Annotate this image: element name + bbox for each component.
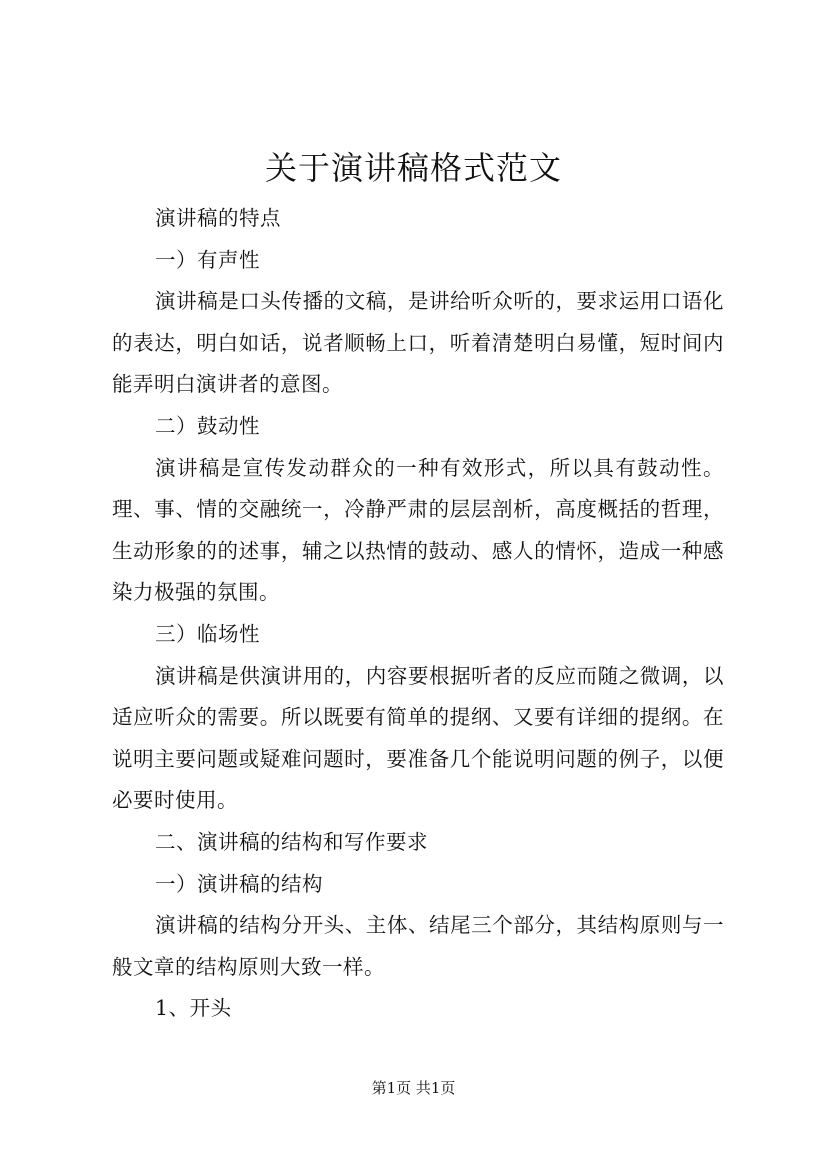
page-footer: 第1页 共1页 xyxy=(371,1079,456,1097)
paragraph-subheading: 二）鼓动性 xyxy=(155,413,261,438)
paragraph: 演讲稿是宣传发动群众的一种有效形式，所以具有鼓动性。理、事、情的交融统一，冷静严肃的层层剖析，高度概括的哲理，生动形象的的述事，辅之以热情的鼓动、感人的情怀，造成一种感染力极强的氛围。 xyxy=(112,455,724,605)
paragraph: 演讲稿的结构分开头、主体、结尾三个部分，其结构原则与一般文章的结构原则大致一样。 xyxy=(112,913,724,979)
paragraph-subheading: 一）演讲稿的结构 xyxy=(155,871,324,896)
document-title: 关于演讲稿格式范文 xyxy=(264,149,562,187)
paragraph-subheading: 三）临场性 xyxy=(155,621,261,646)
paragraph-subheading: 1、开头 xyxy=(155,996,232,1021)
paragraph-subheading: 演讲稿的特点 xyxy=(155,206,282,230)
paragraph: 演讲稿是口头传播的文稿，是讲给听众听的，要求运用口语化的表达，明白如话，说者顺畅上口，听着清楚明白易懂，短时间内能弄明白演讲者的意图。 xyxy=(112,289,724,397)
section-heading: 二、演讲稿的结构和写作要求 xyxy=(155,829,429,854)
document-body xyxy=(112,198,724,1030)
paragraph-subheading: 一）有声性 xyxy=(155,247,261,272)
paragraph: 演讲稿是供演讲用的，内容要根据听者的反应而随之微调，以适应听众的需要。所以既要有简单的提纲、又要有详细的提纲。在说明主要问题或疑难问题时，要准备几个能说明问题的例子，以便必要时使用。 xyxy=(112,663,724,813)
